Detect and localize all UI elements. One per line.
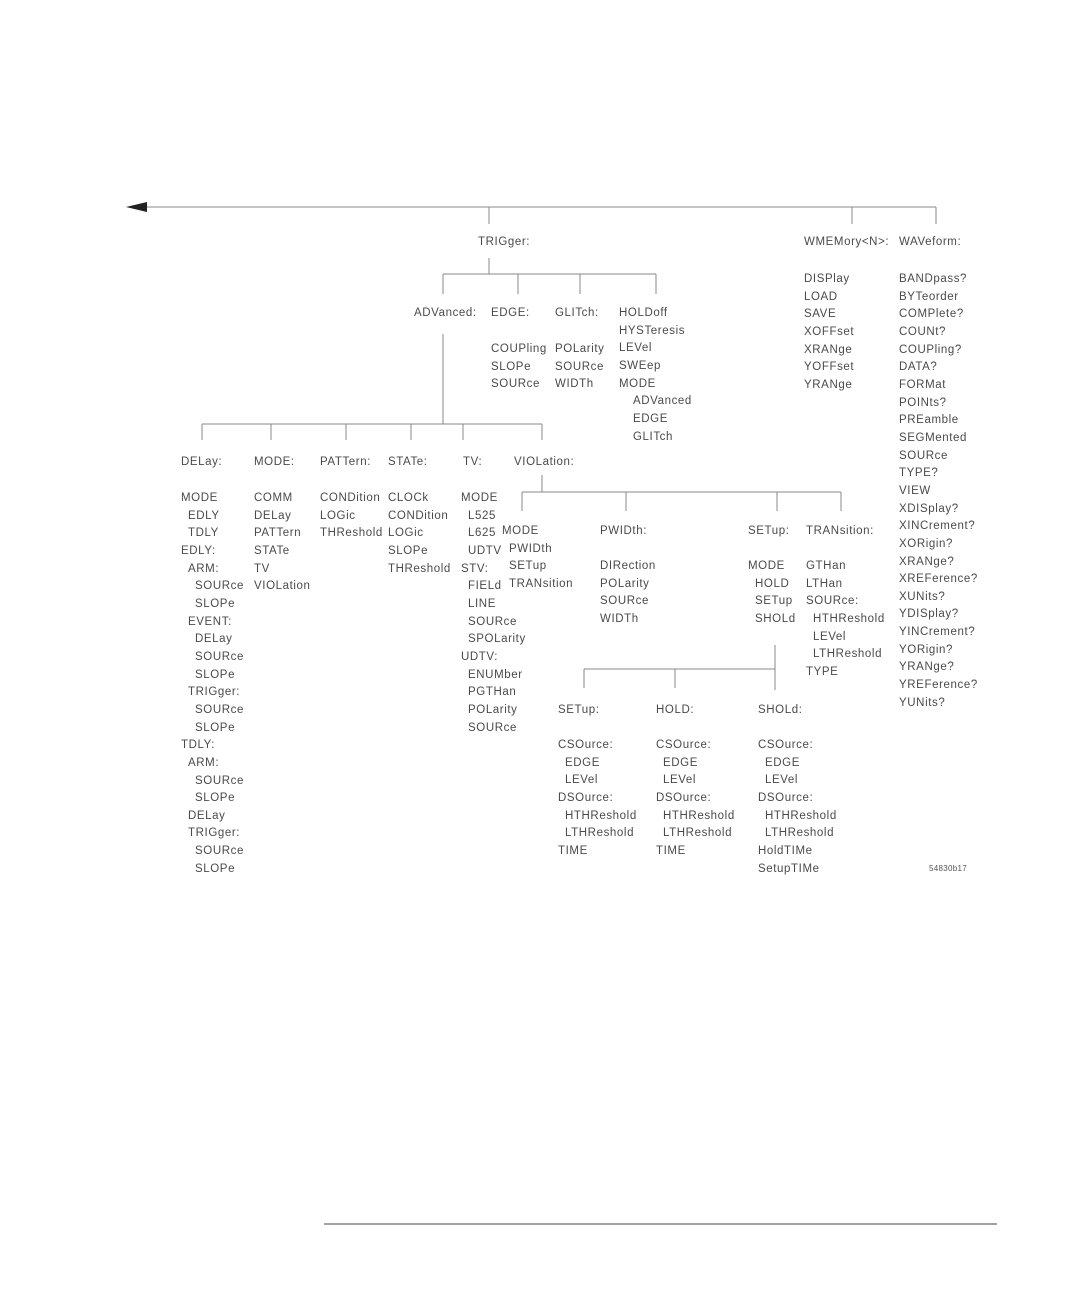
node-pwidth: PWIDth: xyxy=(600,525,648,537)
list-item: POLarity xyxy=(468,703,518,716)
list-item: VIEW xyxy=(899,484,931,497)
list-item: WIDTh xyxy=(600,612,639,625)
mode-command-list xyxy=(254,490,311,596)
node-waveform: WAVeform: xyxy=(899,236,962,248)
list-item: TRIGger: xyxy=(188,686,241,699)
list-item: TYPE? xyxy=(899,467,939,480)
list-item: PWIDth xyxy=(509,542,553,555)
list-item: LTHan xyxy=(806,577,843,590)
list-item: DISPlay xyxy=(804,273,850,285)
list-item: XRANge xyxy=(804,343,853,356)
list-item: LTHReshold xyxy=(765,827,835,840)
list-item: MODE xyxy=(461,492,498,504)
list-item: HTHReshold xyxy=(813,612,885,625)
list-item: LEVel xyxy=(663,774,697,787)
figure-id: 54830b17 xyxy=(929,864,967,873)
list-item: TIME xyxy=(656,844,686,857)
list-item: SOURce xyxy=(195,845,244,858)
setup-sub-command-list xyxy=(558,737,637,861)
node-trigger: TRIGger: xyxy=(478,236,531,248)
list-item: YOFFset xyxy=(804,361,855,374)
list-item: TIME xyxy=(558,844,588,857)
list-item: SOURce xyxy=(195,650,244,663)
list-item: PREamble xyxy=(899,414,959,427)
list-item: XDISplay? xyxy=(899,502,959,515)
list-item: LOGic xyxy=(320,509,356,522)
list-item: COMM xyxy=(254,492,293,504)
list-item: DIRection xyxy=(600,560,656,572)
list-item: ENUMber xyxy=(468,668,523,681)
list-item: DSOurce: xyxy=(656,791,712,804)
list-item: EDLY: xyxy=(181,544,216,557)
pwidth-command-list xyxy=(600,558,656,629)
list-item: CSOurce: xyxy=(656,739,712,751)
waveform-command-list xyxy=(899,271,978,712)
list-item: EDGE xyxy=(565,756,600,769)
list-item: LOGic xyxy=(388,527,424,540)
list-item: EDGE xyxy=(765,756,800,769)
violation-command-list xyxy=(502,523,573,594)
list-item: UDTV xyxy=(468,544,502,557)
list-item: DSOurce: xyxy=(758,791,814,804)
list-item: VIOLation xyxy=(254,580,311,593)
node-mode: MODE: xyxy=(254,456,295,468)
list-item: GTHan xyxy=(806,560,847,572)
node-glitch: GLITch: xyxy=(555,307,599,319)
edge-command-list xyxy=(491,341,547,394)
list-item: XINCrement? xyxy=(899,520,976,533)
list-item: SEGMented xyxy=(899,431,968,444)
list-item: XREFerence? xyxy=(899,573,978,586)
pattern-command-list xyxy=(320,490,383,543)
node-hold: HOLD: xyxy=(656,704,695,716)
list-item: L525 xyxy=(468,509,496,522)
list-item: HTHReshold xyxy=(565,809,637,822)
list-item: SETup xyxy=(755,595,793,608)
node-tv: TV: xyxy=(463,456,483,468)
list-item: SPOLarity xyxy=(468,633,526,646)
list-item: YRANge xyxy=(804,378,853,391)
list-item: MODE xyxy=(619,377,656,390)
list-item: WIDTh xyxy=(555,378,594,391)
list-item: XOFFset xyxy=(804,325,855,338)
list-item: LEVel xyxy=(813,630,847,643)
state-command-list xyxy=(388,490,451,578)
list-item: DELay xyxy=(188,809,226,822)
list-item: THReshold xyxy=(320,527,383,540)
list-item: SETup xyxy=(509,560,547,573)
list-item: LEVel xyxy=(619,342,653,355)
list-item: SLOPe xyxy=(195,792,236,805)
list-item: DATA? xyxy=(899,361,938,374)
list-item: HTHReshold xyxy=(663,809,735,822)
list-item: EDLY xyxy=(188,509,220,522)
transition-command-list xyxy=(806,558,885,682)
list-item: TYPE xyxy=(806,665,839,678)
list-item: CLOCk xyxy=(388,492,429,504)
list-item: TDLY xyxy=(188,527,219,540)
list-item: L625 xyxy=(468,527,496,540)
list-item: EVENT: xyxy=(188,615,232,628)
list-item: STV: xyxy=(461,562,489,575)
list-item: LOAD xyxy=(804,290,838,303)
list-item: XRANge? xyxy=(899,555,955,568)
node-setup-sub: SETup: xyxy=(558,704,600,716)
list-item: YRANge? xyxy=(899,661,955,674)
list-item: DELay xyxy=(195,633,233,646)
list-item: GLITch xyxy=(633,430,674,443)
node-shold: SHOLd: xyxy=(758,704,803,716)
list-item: LTHReshold xyxy=(663,827,733,840)
list-item: EDGE xyxy=(633,412,668,425)
list-item: SOURce xyxy=(491,378,540,391)
shold-command-list xyxy=(758,737,837,878)
list-item: TRIGger: xyxy=(188,827,241,840)
list-item: SLOPe xyxy=(195,721,236,734)
list-item: HOLD xyxy=(755,577,790,590)
list-item: CSOurce: xyxy=(558,739,614,751)
list-item: YUNits? xyxy=(899,696,946,709)
list-item: LEVel xyxy=(765,774,799,787)
node-state: STATe: xyxy=(388,456,428,468)
list-item: BYTeorder xyxy=(899,290,959,303)
node-wmemory: WMEMory<N>: xyxy=(804,236,890,248)
list-item: SetupTIMe xyxy=(758,862,820,875)
list-item: SOURce xyxy=(195,580,244,593)
list-item: YORigin? xyxy=(899,643,954,656)
list-item: EDGE xyxy=(663,756,698,769)
list-item: DSOurce: xyxy=(558,791,614,804)
list-item: BANDpass? xyxy=(899,273,968,285)
list-item: HTHReshold xyxy=(765,809,837,822)
list-item: HoldTIMe xyxy=(758,844,813,857)
node-violation: VIOLation: xyxy=(514,456,575,468)
list-item: SLOPe xyxy=(388,544,429,557)
list-item: CONDition xyxy=(320,492,381,504)
list-item: POLarity xyxy=(600,577,650,590)
list-item: PGTHan xyxy=(468,686,517,699)
list-item: COMPlete? xyxy=(899,308,964,321)
list-item: ARM: xyxy=(188,756,220,769)
list-item: POLarity xyxy=(555,343,605,355)
list-item: COUNt? xyxy=(899,325,947,338)
list-item: XUNits? xyxy=(899,590,946,603)
list-item: HYSTeresis xyxy=(619,324,686,337)
list-item: YDISplay? xyxy=(899,608,959,621)
wmemory-command-list xyxy=(804,271,854,395)
list-item: COUPling? xyxy=(899,343,962,356)
list-item: YINCrement? xyxy=(899,626,976,639)
trigger-command-list xyxy=(619,305,692,446)
setup-command-list xyxy=(748,558,796,629)
list-item: SLOPe xyxy=(491,360,532,373)
list-item: MODE xyxy=(502,525,539,537)
list-item: LINE xyxy=(468,597,496,610)
list-item: SOURce xyxy=(195,774,244,787)
node-transition: TRANsition: xyxy=(806,525,874,537)
list-item: SLOPe xyxy=(195,668,236,681)
list-item: SAVE xyxy=(804,308,837,321)
node-setup: SETup: xyxy=(748,525,790,537)
list-item: STATe xyxy=(254,544,290,557)
list-item: SLOPe xyxy=(195,597,236,610)
list-item: HOLDoff xyxy=(619,307,668,319)
list-item: FORMat xyxy=(899,378,947,391)
list-item: XORigin? xyxy=(899,537,954,550)
list-item: ARM: xyxy=(188,562,220,575)
list-item: POINts? xyxy=(899,396,947,409)
hold-command-list xyxy=(656,737,735,861)
list-item: ADVanced xyxy=(633,395,692,408)
list-item: CONDition xyxy=(388,509,449,522)
list-item: SWEep xyxy=(619,359,661,372)
list-item: SLOPe xyxy=(195,862,236,875)
list-item: TRANsition xyxy=(509,577,574,590)
list-item: SOURce xyxy=(600,595,649,608)
list-item: TV xyxy=(254,562,270,575)
node-advanced: ADVanced: xyxy=(414,307,477,319)
list-item: SOURce xyxy=(195,703,244,716)
list-item: CSOurce: xyxy=(758,739,814,751)
list-item: LTHReshold xyxy=(813,648,883,661)
list-item: SOURce xyxy=(468,615,517,628)
list-item: TDLY: xyxy=(181,739,216,752)
list-item: UDTV: xyxy=(461,650,499,663)
list-item: PATTern xyxy=(254,527,302,540)
node-pattern: PATTern: xyxy=(320,456,372,468)
list-item: MODE xyxy=(748,560,785,572)
list-item: SHOLd xyxy=(755,612,796,625)
list-item: LTHReshold xyxy=(565,827,635,840)
list-item: THReshold xyxy=(388,562,451,575)
list-item: SOURce xyxy=(899,449,948,462)
node-edge: EDGE: xyxy=(491,307,530,319)
list-item: DELay xyxy=(254,509,292,522)
node-delay: DELay: xyxy=(181,456,223,468)
list-item: LEVel xyxy=(565,774,599,787)
list-item: SOURce: xyxy=(806,595,859,608)
list-item: COUPling xyxy=(491,343,547,355)
list-item: SOURce xyxy=(468,721,517,734)
list-item: YREFerence? xyxy=(899,679,978,692)
list-item: SOURce xyxy=(555,360,604,373)
list-item: FIELd xyxy=(468,580,502,593)
list-item: MODE xyxy=(181,492,218,504)
glitch-command-list xyxy=(555,341,605,394)
delay-command-list xyxy=(181,490,244,878)
